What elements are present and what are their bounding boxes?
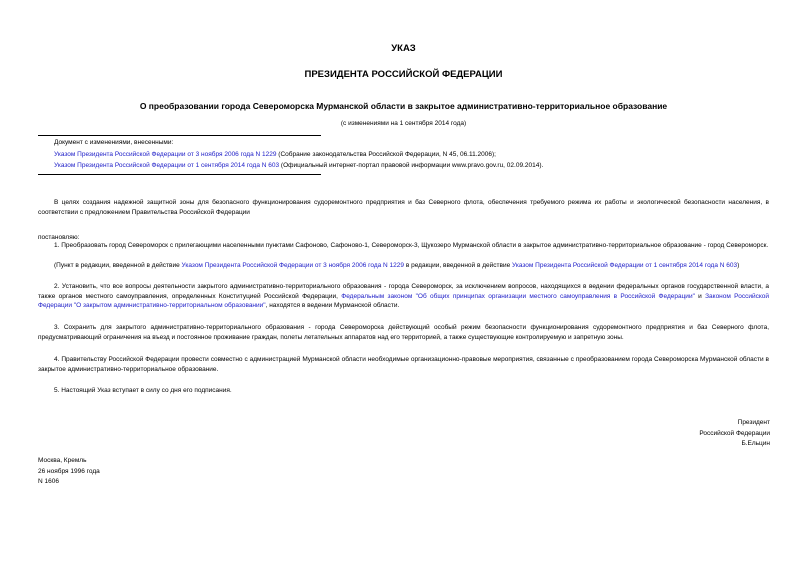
paragraph-5: 5. Настоящий Указ вступает в силу со дня его подписания.: [54, 387, 232, 394]
edition-note: (с изменениями на 1 сентября 2014 года): [340, 120, 467, 127]
changes-bottom-divider: [38, 174, 321, 175]
note-link[interactable]: Указом Президента Российской Федерации от 3 ноября 2006 года N 1229: [181, 262, 405, 269]
federal-law-link[interactable]: Федеральным законом "Об общих принципах организации местного самоуправления в Российской Федерации": [341, 292, 695, 300]
signing-date: 26 ноября 1996 года: [38, 467, 100, 475]
signature-position: Президент: [737, 419, 770, 426]
change-link[interactable]: Указом Президента Российской Федерации от 1 сентября 2014 года N 603: [54, 162, 280, 169]
note-text: в редакции, введенной в действие: [404, 262, 513, 269]
paragraph-2: [38, 282, 769, 311]
decree-word: постановляю:: [38, 234, 80, 241]
signing-details: [38, 456, 100, 488]
paragraph-1-note: [38, 261, 769, 271]
change-note: (Собрание законодательства Российской Федерации, N 45, 06.11.2006);: [276, 151, 496, 158]
signature-organization: Российской Федерации: [699, 429, 770, 437]
paragraph-1: 1. Преобразовать город Североморск с прилегающими населенными пунктами Сафоново, Сафоново-1, Североморск-3, Щукозеро Мурманской области в закрытое административно-территориальное образование - город Североморск.: [54, 242, 769, 249]
changes-intro: Документ с изменениями, внесенными:: [54, 139, 174, 146]
paragraph-4: 4. Правительству Российской Федерации провести совместно с администрацией Мурманской области необходимые организационно-правовые мероприятия, связанные с преобразованием города Североморска Мурманской области в закрытое административно-территориальное образование.: [38, 356, 769, 373]
change-link[interactable]: Указом Президента Российской Федерации от 3 ноября 2006 года N 1229: [54, 151, 277, 158]
change-item: [54, 150, 496, 159]
document-type-title: УКАЗ: [391, 43, 416, 54]
signature-block: [699, 418, 770, 450]
zato-law-link[interactable]: Законом Российской Федерации "О закрытом административно-территориальном образовании": [38, 292, 769, 310]
change-note: (Официальный интернет-портал правовой информации www.pravo.gov.ru, 02.09.2014).: [279, 162, 544, 169]
note-text: (Пункт в редакции, введенной в действие: [54, 262, 182, 269]
preamble-paragraph: В целях создания надежной защитной зоны для безопасного функционирования судоремонтного предприятия и баз Северного флота, обеспечения требуемого режима их работы и экологической безопасности населения, в соответствии с предложением Правительства Российской Федерации: [38, 199, 769, 216]
paragraph-text: , находятся в ведении Мурманской области.: [265, 302, 400, 310]
changes-top-divider: [38, 135, 321, 136]
issuer-title: ПРЕЗИДЕНТА РОССИЙСКОЙ ФЕДЕРАЦИИ: [304, 69, 503, 80]
paragraph-text: 2. Установить, что все вопросы деятельности закрытого административно-территориального образования - города Североморск, за исключением вопросов, находящихся в ведении федеральных органов государственной власти, а также органов местного самоуправления, определенных Конституцией Российской Федерации,: [38, 283, 769, 300]
note-link[interactable]: Указом Президента Российской Федерации от 1 сентября 2014 года N 603: [512, 262, 738, 269]
signing-place: Москва, Кремль: [38, 457, 87, 464]
document-number: N 1606: [38, 478, 59, 486]
signature-name: Б.Ельцин: [741, 440, 770, 448]
change-item: [54, 161, 543, 170]
paragraph-text: и: [694, 292, 706, 300]
document-subject: О преобразовании города Североморска Мурманской области в закрытое административно-территориальное образование: [139, 101, 668, 111]
note-text: ): [737, 262, 740, 269]
paragraph-3: 3. Сохранить для закрытого административно-территориального образования - города Североморска действующий особый режим безопасности функционирования судоремонтного предприятия и баз Северного флота, предусматривающий ограничения на въезд и постоянное проживание граждан, полеты летательных аппаратов над его территорией, а также существующие контролируемую и запретную зоны.: [38, 324, 769, 341]
